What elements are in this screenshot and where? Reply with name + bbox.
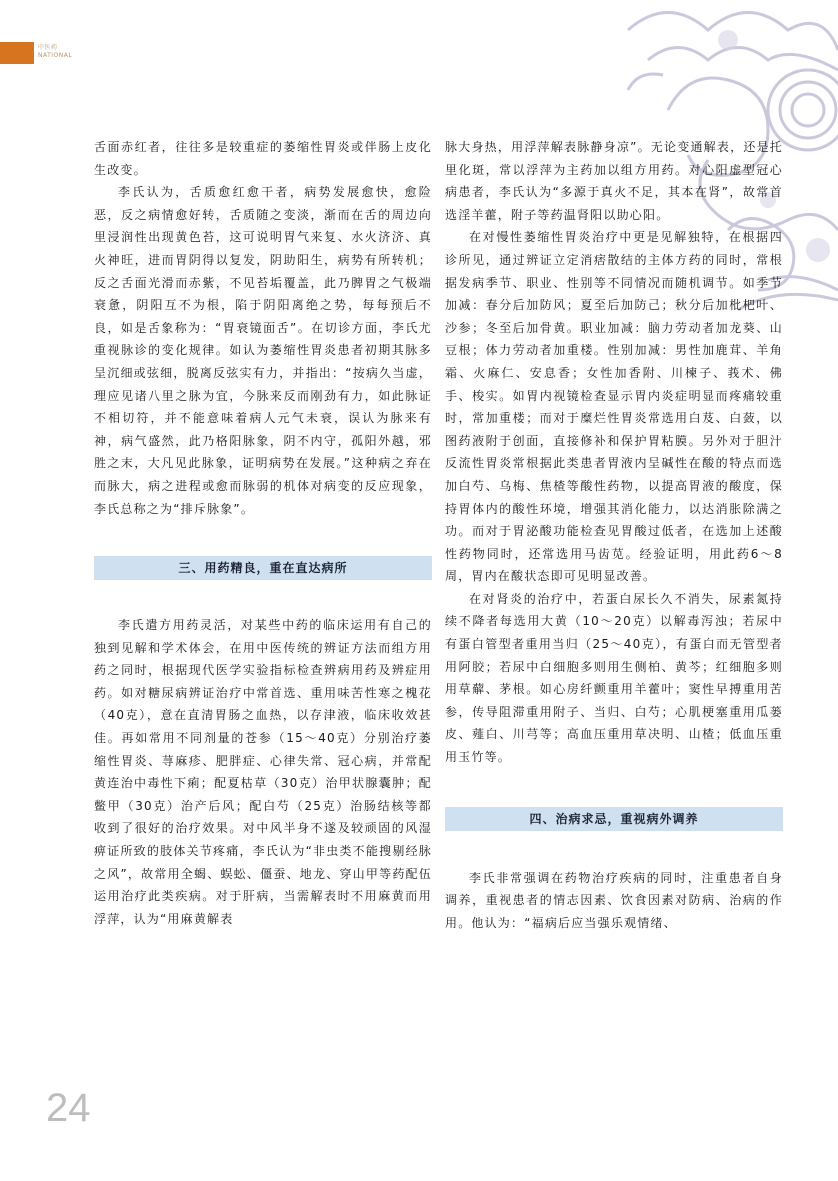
right-paragraph-1: 脉大身热，用浮萍解表脉静身凉”。无论变通解表，还是托里化斑，常以浮萍为主药加以组方用药。对心阳虚型冠心病患者，李氏认为“多源于真火不足，其本在肾”，故常首选淫羊藿，附子等药温肾阳以助心阳。 — [445, 140, 783, 222]
section-3-heading: 三、用药精良，重在直达病所 — [94, 556, 432, 580]
right-paragraph-2: 在对慢性萎缩性胃炎治疗中更是见解独特，在根据四诊所见，通过辨证立定消痞散结的主体方药的同时，常根据发病季节、职业、性别等不同情况而随机调节。如季节加减：春分后加防风；夏至后加防己；秋分后加枇杷叶、沙参；冬至后加骨黄。职业加减：脑力劳动者加龙葵、山豆根；体力劳动者加重楼。性别加减：男性加鹿茸、羊角霜、火麻仁、安息香；女性加香附、川楝子、莪术、佛手、梭实。如胃内视镜检查显示胃内炎症明显而疼痛较重时，常加重楼；而对于糜烂性胃炎常选用白芨、白蔹，以图药液附于创面，直接修补和保护胃粘膜。另外对于胆汁反流性胃炎常根据此类患者胃液内呈碱性在酸的特点而选加白芍、乌梅、焦楂等酸性药物，以提高胃液的酸度，保持胃体内的酸性环境，增强其消化能力，以达消胀除满之功。而对于胃泌酸功能检查见胃酸过低者，在选加上述酸性药物同时，还常选用马齿苋。经验证明，用此药6～8周，胃内在酸状态即可见明显改善。 — [445, 230, 783, 584]
section-4-paragraph: 李氏非常强调在药物治疗疾病的同时，注重患者自身调养，重视患者的情志因素、饮食因素对防病、治病的作用。他认为：“福病后应当强乐观情绪、 — [445, 870, 783, 930]
header-label-line2: NATIONAL — [38, 52, 73, 59]
header-label — [38, 44, 72, 60]
section-4-heading: 四、治病求忌，重视病外调养 — [445, 807, 783, 831]
orange-corner-tab — [0, 42, 34, 64]
left-paragraph-2: 李氏认为，舌质愈红愈干者，病势发展愈快，愈险恶，反之病情愈好转，舌质随之变淡，渐而在舌的周边向里浸润性出现黄色苔，这可说明胃气来复、水火济济、真火神旺，进而胃阴得以复发，阴助阳生，病势有所转机；反之舌面光滑而赤紫，不见苔垢覆盖，此乃脾胃之气极端衰惫，阴阳互不为根，陷于阴阳离绝之势，每每预后不良，如是舌象称为：“胃衰镜面舌”。在切诊方面，李氏尤重视脉诊的变化规律。如认为萎缩性胃炎患者初期其脉多呈沉细或弦细，脱离反弦实有力，并指出：“按病久当虚，理应见诸八里之脉为宜，今脉来反而刚劲有力，如此脉证不相切符，并不能意味着病人元气未衰，误认为脉来有神，病气盛然，此乃格阳脉象，阴不内守，孤阳外越，邪胜之末，大凡见此脉象，证明病势在发展。”这种病之弃在而脉大，病之进程或愈而脉弱的机体对病变的反应现象，李氏总称之为“排斥脉象”。 — [94, 185, 432, 516]
header-label-line1: 中医药 — [38, 44, 58, 51]
section-3-paragraph: 李氏遣方用药灵活，对某些中药的临床运用有自己的独到见解和学术体会，在用中医传统的辨证方法而组方用药之同时，根据现代医学实验指标检查辨病用药及辨症用药。如对糖尿病辨证治疗中常首选、重用味苦性寒之槐花（40克），意在直清胃肠之血热，以存津液，临床收效甚佳。再如常用不同剂量的苍参（15～40克）分别治疗萎缩性胃炎、荨麻疹、肥胖症、心律失常、冠心病，并常配黄连治中毒性下痢；配夏枯草（30克）治甲状腺囊肿；配鳖甲（30克）治产后风；配白芍（25克）治肠结核等都收到了很好的治疗效果。对中风半身不遂及较顽固的风湿痹证所致的肢体关节疼痛，李氏认为“非虫类不能搜剔经脉之风”，故常用全蝎、蜈蚣、僵蚕、地龙、穿山甲等药配伍运用治疗此类疾病。对于肝病，当需解表时不用麻黄而用浮萍，认为“用麻黄解表 — [94, 618, 432, 926]
page-number: 24 — [46, 1086, 91, 1130]
left-column — [94, 136, 432, 930]
right-column — [445, 136, 783, 934]
right-paragraph-3: 在对肾炎的治疗中，若蛋白尿长久不消失，尿素氮持续不降者每选用大黄（10～20克）以解毒泻浊；若尿中有蛋白管型者重用当归（25～40克），有蛋白而无管型者用阿胶；若尿中白细胞多则用生侧柏、黄芩；红细胞多则用草薢、茅根。如心房纤颤重用羊藿叶；窦性早搏重用苦参，传导阻滞重用附子、当归、白芍；心肌梗塞重用瓜蒌皮、薤白、川芎等；高血压重用草决明、山楂；低血压重用玉竹等。 — [445, 591, 783, 765]
left-paragraph-1: 舌面赤红者，往往多是较重症的萎缩性胃炎或伴肠上皮化生改变。 — [94, 140, 432, 177]
